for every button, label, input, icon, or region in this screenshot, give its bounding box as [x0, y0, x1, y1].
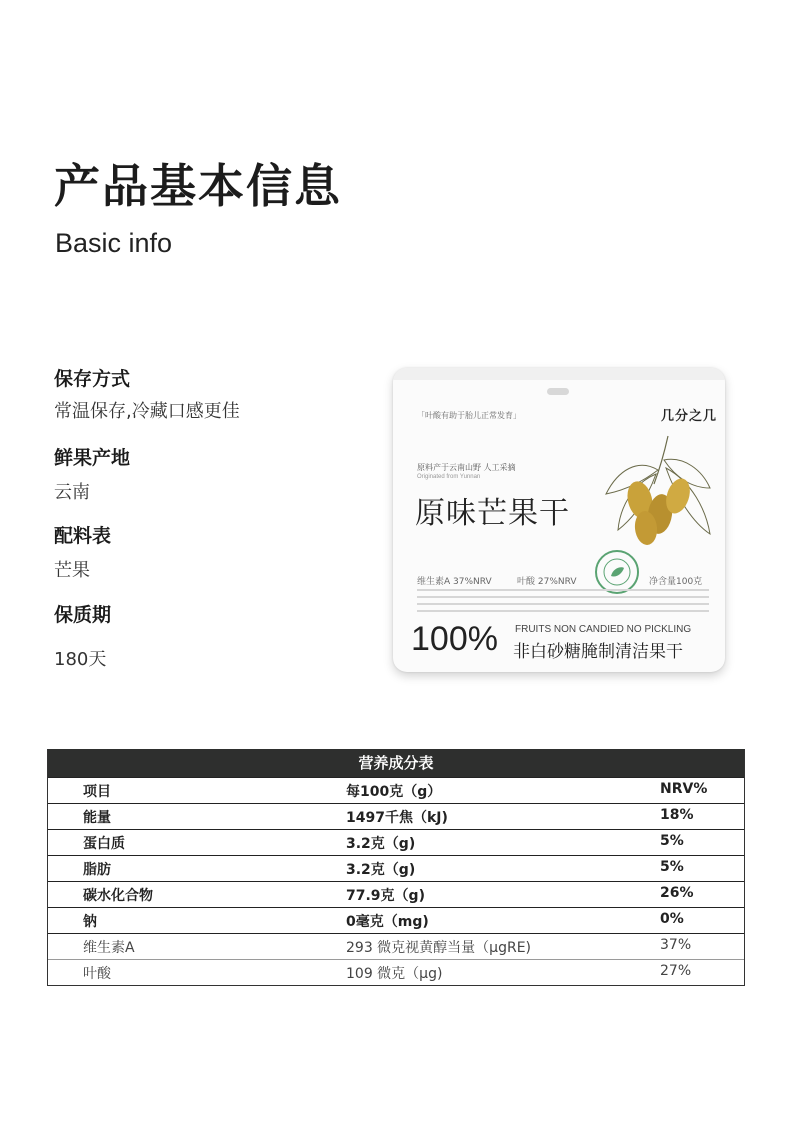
nutrition-table-title: 营养成分表 — [48, 749, 744, 777]
row-nrv: 27% — [660, 963, 692, 979]
row-item: 蛋白质 — [83, 836, 125, 852]
package-seal — [393, 368, 725, 380]
package-fine-print — [417, 589, 709, 617]
shelf-life-value: 180天 — [54, 649, 107, 670]
table-row — [48, 881, 744, 907]
table-row — [48, 803, 744, 829]
column-header-nrv: NRV% — [660, 781, 708, 797]
package-product-name: 原味芒果干 — [415, 496, 570, 531]
column-header-item: 项目 — [83, 784, 111, 800]
package-folic-acid: 叶酸 27%NRV — [517, 577, 577, 587]
table-row — [48, 855, 744, 881]
table-row — [48, 907, 744, 933]
column-header-per100: 每100克（g） — [346, 784, 442, 800]
row-nrv: 5% — [660, 859, 684, 875]
package-origin: 原料产于云南山野 人工采摘 — [417, 463, 516, 472]
row-item: 能量 — [83, 810, 111, 826]
package-tagline: 「叶酸有助于胎儿正常发育」 — [417, 411, 521, 420]
package-origin-en: Originated from Yunnan — [417, 474, 481, 480]
row-nrv: 0% — [660, 911, 684, 927]
ingredients-value: 芒果 — [54, 560, 90, 581]
row-nrv: 26% — [660, 885, 694, 901]
row-per100: 77.9克（g) — [346, 888, 425, 904]
row-per100: 109 微克（μg) — [346, 966, 443, 982]
row-per100: 3.2克（g) — [346, 862, 416, 878]
row-per100: 3.2克（g) — [346, 836, 416, 852]
page-title: 产品基本信息 — [54, 159, 342, 213]
row-per100: 293 微克视黄醇当量（μgRE) — [346, 940, 532, 956]
storage-label: 保存方式 — [54, 368, 131, 390]
table-row — [48, 829, 744, 855]
package-hundred-percent: 100% — [411, 620, 498, 658]
row-nrv: 18% — [660, 807, 694, 823]
hang-hole — [547, 388, 569, 395]
row-item: 钠 — [83, 914, 97, 930]
nutrition-table — [47, 749, 745, 986]
brand-logo: 几分之几 — [661, 409, 718, 424]
table-header-row — [48, 777, 744, 803]
storage-value: 常温保存,冷藏口感更佳 — [54, 401, 240, 422]
package-net-weight: 净含量100克 — [649, 577, 703, 587]
shelf-life-label: 保质期 — [54, 604, 112, 626]
table-row — [48, 959, 744, 985]
package-claim-en: FRUITS NON CANDIED NO PICKLING — [515, 624, 692, 635]
row-item: 碳水化合物 — [83, 888, 153, 904]
row-per100: 1497千焦（kJ) — [346, 810, 448, 826]
package-vitamin-a: 维生素A 37%NRV — [417, 577, 492, 587]
ingredients-label: 配料表 — [54, 525, 112, 547]
row-nrv: 37% — [660, 937, 692, 953]
origin-value: 云南 — [54, 482, 90, 503]
row-per100: 0毫克（mg) — [346, 914, 429, 930]
page-subtitle: Basic info — [55, 228, 173, 258]
row-item: 脂肪 — [83, 862, 111, 878]
row-item: 维生素A — [83, 940, 135, 956]
mango-illustration — [598, 430, 723, 560]
row-item: 叶酸 — [83, 966, 111, 982]
product-package-image — [393, 368, 725, 672]
origin-label: 鲜果产地 — [54, 447, 131, 469]
row-nrv: 5% — [660, 833, 684, 849]
package-claim-cn: 非白砂糖腌制清洁果干 — [513, 642, 683, 662]
table-row — [48, 933, 744, 959]
